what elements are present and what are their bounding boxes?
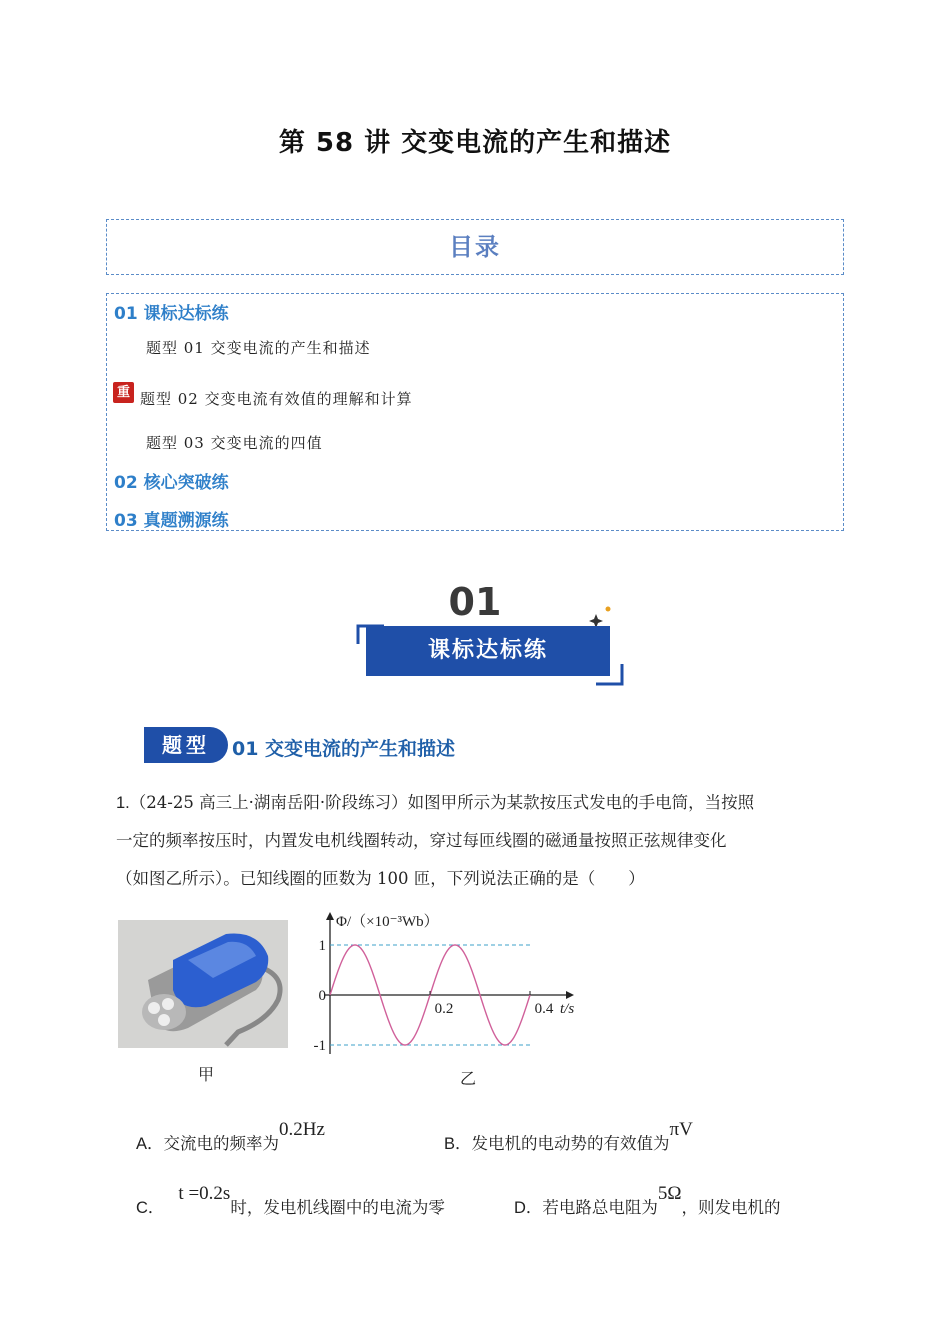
x-axis-arrow — [566, 991, 574, 999]
option-b-math: πV — [669, 1119, 693, 1140]
y-tick-label-2: 0 — [318, 988, 326, 1004]
section-number: 01 — [448, 580, 502, 624]
y-axis-label: Φ/（×10⁻³Wb） — [336, 914, 439, 930]
flashlight-image-icon — [118, 920, 288, 1048]
option-a[interactable] — [136, 1119, 325, 1155]
option-c-label: C． — [136, 1199, 165, 1217]
x-tick-label-2: 0.4 — [534, 1001, 554, 1017]
toc-section-2[interactable]: 02 核心突破练 — [114, 473, 229, 493]
toc-subitem-2[interactable]: 题型 02 交变电流有效值的理解和计算 — [140, 390, 413, 408]
y-tick-label-3: -1 — [313, 1038, 326, 1054]
figure-caption-b: 乙 — [460, 1069, 477, 1088]
option-a-math: 0.2Hz — [279, 1119, 325, 1140]
type-title: 01 交变电流的产生和描述 — [232, 738, 456, 760]
flashlight-photo — [118, 920, 288, 1048]
y-axis-arrow — [326, 912, 334, 920]
option-d-text2: ，则发电机的 — [681, 1198, 781, 1217]
toc-heading: 目录 — [449, 233, 501, 261]
option-c-math: t =0.2s — [178, 1183, 231, 1204]
question-text-1: （24-25 高三上·湖南岳阳·阶段练习）如图甲所示为某款按压式发电的手电筒，当按照 — [129, 793, 755, 812]
option-d-math: 5Ω — [657, 1183, 682, 1204]
question-number: 1. — [116, 794, 130, 812]
x-tick-label-1: 0.2 — [434, 1001, 454, 1017]
option-b-label: B． — [444, 1135, 472, 1153]
option-b-text: 发电机的电动势的有效值为 — [471, 1134, 670, 1153]
question-line-1 — [116, 791, 754, 815]
option-c[interactable] — [136, 1183, 445, 1219]
toc-box — [106, 293, 844, 531]
y-tick-label-1: 1 — [318, 938, 326, 954]
question-line-2: 一定的频率按压时，内置发电机线圈转动，穿过每匝线圈的磁通量按照正弦规律变化 — [116, 831, 727, 850]
toc-subitem-1[interactable]: 题型 01 交变电流的产生和描述 — [146, 339, 371, 357]
option-d-label: D． — [514, 1199, 543, 1217]
option-d-text: 若电路总电阻为 — [542, 1198, 658, 1217]
option-d[interactable] — [514, 1183, 781, 1219]
toc-subitem-3[interactable]: 题型 03 交变电流的四值 — [146, 434, 323, 452]
toc-section-3[interactable]: 03 真题溯源练 — [114, 511, 229, 531]
option-b[interactable] — [444, 1119, 693, 1155]
type-tag: 题型 — [144, 727, 228, 763]
toc-header-box — [106, 219, 844, 275]
section-banner: 课标达标练 — [366, 626, 610, 676]
question-line-3: （如图乙所示）。已知线圈的匝数为 100 匝，下列说法正确的是（ ） — [116, 869, 645, 888]
option-c-text: 时，发电机线圈中的电流为零 — [230, 1198, 445, 1217]
x-axis-label: t/s — [560, 1001, 575, 1017]
flux-chart — [304, 906, 594, 1056]
toc-section-1[interactable]: 01 课标达标练 — [114, 304, 229, 324]
chart-layer — [314, 912, 575, 1054]
important-badge: 重 — [113, 382, 134, 403]
option-a-text: 交流电的频率为 — [163, 1134, 280, 1153]
page-title: 第 58 讲 交变电流的产生和描述 — [278, 128, 672, 158]
figure-caption-a: 甲 — [198, 1065, 215, 1084]
option-a-label: A． — [136, 1135, 164, 1153]
